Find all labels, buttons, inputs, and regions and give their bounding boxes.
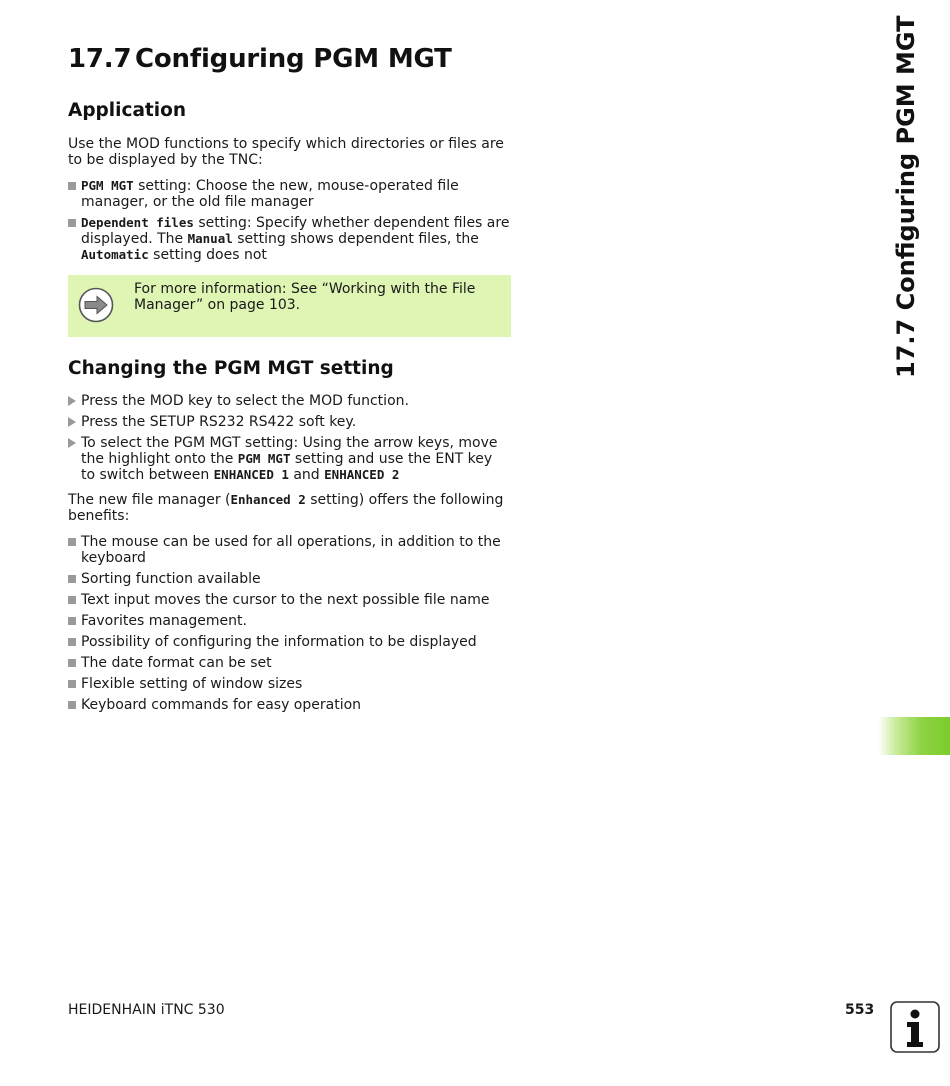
arrow-bullet-icon [68,438,76,448]
text-run: setting shows dependent files, the [232,231,479,247]
square-bullet-icon [68,219,76,227]
text-run: setting: Choose the new, mouse-operated file manager, or the old file manager [81,178,459,210]
benefit-text: Keyboard commands for easy operation [81,697,362,713]
square-bullet-icon [68,538,76,546]
square-bullet-icon [68,182,76,190]
square-bullet-icon [68,596,76,604]
benefit-text: Text input moves the cursor to the next possible file name [81,592,490,608]
benefits-list [68,534,510,713]
benefit-item [68,571,510,587]
text-run: Press the SETUP RS232 RS422 soft key. [81,414,357,430]
code-term: PGM MGT [81,178,134,193]
application-heading: Application [68,100,187,121]
benefit-item [68,592,510,608]
text-run: Press the MOD key to select the MOD function. [81,393,409,409]
side-running-title: 17.7 Configuring PGM MGT [892,15,920,378]
code-term: Enhanced 2 [230,492,306,507]
code-term: Manual [187,231,233,246]
benefit-text: The date format can be set [81,655,272,671]
benefit-item [68,534,510,566]
application-list-item [68,178,510,210]
footer-product: HEIDENHAIN iTNC 530 [68,1002,225,1018]
application-intro: Use the MOD functions to specify which directories or files are to be displayed by the TNC: [68,136,504,168]
text-run: setting) offers the following benefits: [68,492,504,524]
note-text: For more information: See “Working with the File Manager” on page 103. [134,281,476,313]
step-item [68,435,510,483]
benefit-item [68,655,510,671]
square-bullet-icon [68,701,76,709]
section-number: 17.7 [68,44,132,74]
text-run: setting: Specify whether dependent files are displayed. The [81,215,510,247]
text-run: setting and use the ENT key to switch between [81,451,493,483]
info-icon [890,1001,940,1053]
page-number: 553 [845,1002,875,1018]
main-content [68,100,510,713]
benefit-item [68,676,510,692]
changing-heading: Changing the PGM MGT setting [68,358,394,379]
square-bullet-icon [68,638,76,646]
benefit-text: The mouse can be used for all operations, in addition to the keyboard [81,534,501,566]
benefit-text: Sorting function available [81,571,261,587]
section-title [68,44,452,74]
code-term: Dependent files [81,215,194,230]
text-run: setting does not [148,247,267,263]
benefit-item [68,697,510,713]
code-term: PGM MGT [237,451,291,466]
application-list-item [68,215,510,263]
benefit-text: Flexible setting of window sizes [81,676,303,692]
text-run: To select the PGM MGT setting: Using the arrow keys, move the highlight onto the [81,435,498,467]
application-list [68,178,510,263]
step-item [68,393,510,409]
benefit-item [68,634,510,650]
square-bullet-icon [68,575,76,583]
benefit-text: Possibility of configuring the information to be displayed [81,634,477,650]
benefit-text: Favorites management. [81,613,247,629]
benefits-intro [68,492,510,524]
code-term: Automatic [81,247,149,262]
code-term: ENHANCED 1 [213,467,289,482]
arrow-bullet-icon [68,417,76,427]
arrow-bullet-icon [68,396,76,406]
step-item [68,414,510,430]
square-bullet-icon [68,617,76,625]
text-run: and [288,467,325,483]
chapter-tab-marker [878,717,950,755]
arrow-right-icon [78,287,114,323]
section-title-text: Configuring PGM MGT [135,44,452,74]
note-box [68,275,511,337]
steps-list [68,393,510,483]
benefit-item [68,613,510,629]
square-bullet-icon [68,680,76,688]
code-term: ENHANCED 2 [324,467,400,482]
square-bullet-icon [68,659,76,667]
text-run: The new file manager ( [68,492,231,508]
